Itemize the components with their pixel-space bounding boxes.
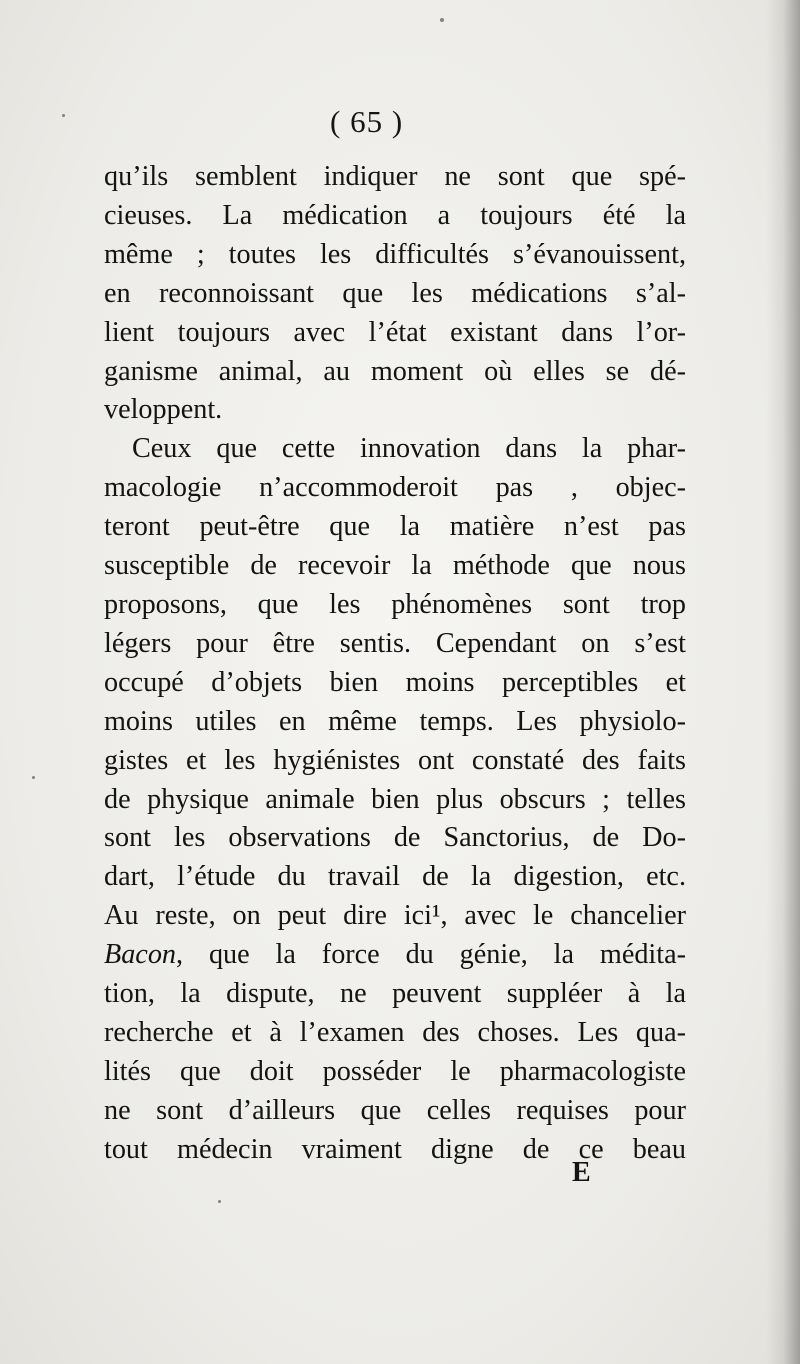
- text-line: ganisme animal, au moment où elles se dé-: [104, 355, 686, 387]
- text-line: lités que doit posséder le pharmacologiste: [104, 1055, 686, 1087]
- text-line: lient toujours avec l’état existant dans l’or-: [104, 316, 686, 348]
- text-line: macologie n’accommoderoit pas , objec-: [104, 472, 686, 504]
- text-line: susceptible de recevoir la méthode que nous: [104, 550, 686, 582]
- body-text: [104, 158, 686, 1170]
- text-line: gistes et les hygiénistes ont constaté des faits: [104, 744, 686, 776]
- ink-speck: [62, 114, 65, 117]
- signature-mark: E: [572, 1157, 591, 1188]
- text-line: teront peut-être que la matière n’est pas: [104, 511, 686, 543]
- text-line: Bacon, que la force du génie, la médita-: [104, 939, 686, 971]
- text-line: moins utiles en même temps. Les physiolo-: [104, 705, 686, 737]
- text-line: occupé d’objets bien moins perceptibles et: [104, 666, 686, 698]
- text-line: dart, l’étude du travail de la digestion, etc.: [104, 861, 686, 893]
- text-line: qu’ils semblent indiquer ne sont que spé-: [104, 161, 686, 192]
- ink-speck: [32, 776, 35, 779]
- binding-edge-shadow: [766, 0, 800, 1364]
- text-line: même ; toutes les difficultés s’évanouissent,: [104, 238, 686, 270]
- text-line: Ceux que cette innovation dans la phar-: [132, 433, 686, 465]
- page-number: ( 65 ): [330, 104, 404, 139]
- text-line: veloppent.: [104, 394, 223, 426]
- text-line: légers pour être sentis. Cependant on s’est: [104, 627, 686, 659]
- text-line: de physique animale bien plus obscurs ; telles: [104, 783, 686, 815]
- text-line: tout médecin vraiment digne de ce beau: [104, 1133, 686, 1165]
- text-line: sont les observations de Sanctorius, de Do-: [104, 822, 686, 854]
- text-line: cieuses. La médication a toujours été la: [104, 199, 686, 231]
- text-line: ne sont d’ailleurs que celles requises pour: [104, 1094, 686, 1126]
- text-line: Au reste, on peut dire ici¹, avec le chancelier: [104, 900, 686, 932]
- text-line: tion, la dispute, ne peuvent suppléer à la: [104, 978, 686, 1010]
- ink-speck: [440, 18, 444, 22]
- text-line: proposons, que les phénomènes sont trop: [104, 588, 686, 620]
- text-line: recherche et à l’examen des choses. Les qua-: [104, 1016, 686, 1048]
- text-line: en reconnoissant que les médications s’al-: [104, 277, 686, 309]
- ink-speck: [218, 1200, 221, 1203]
